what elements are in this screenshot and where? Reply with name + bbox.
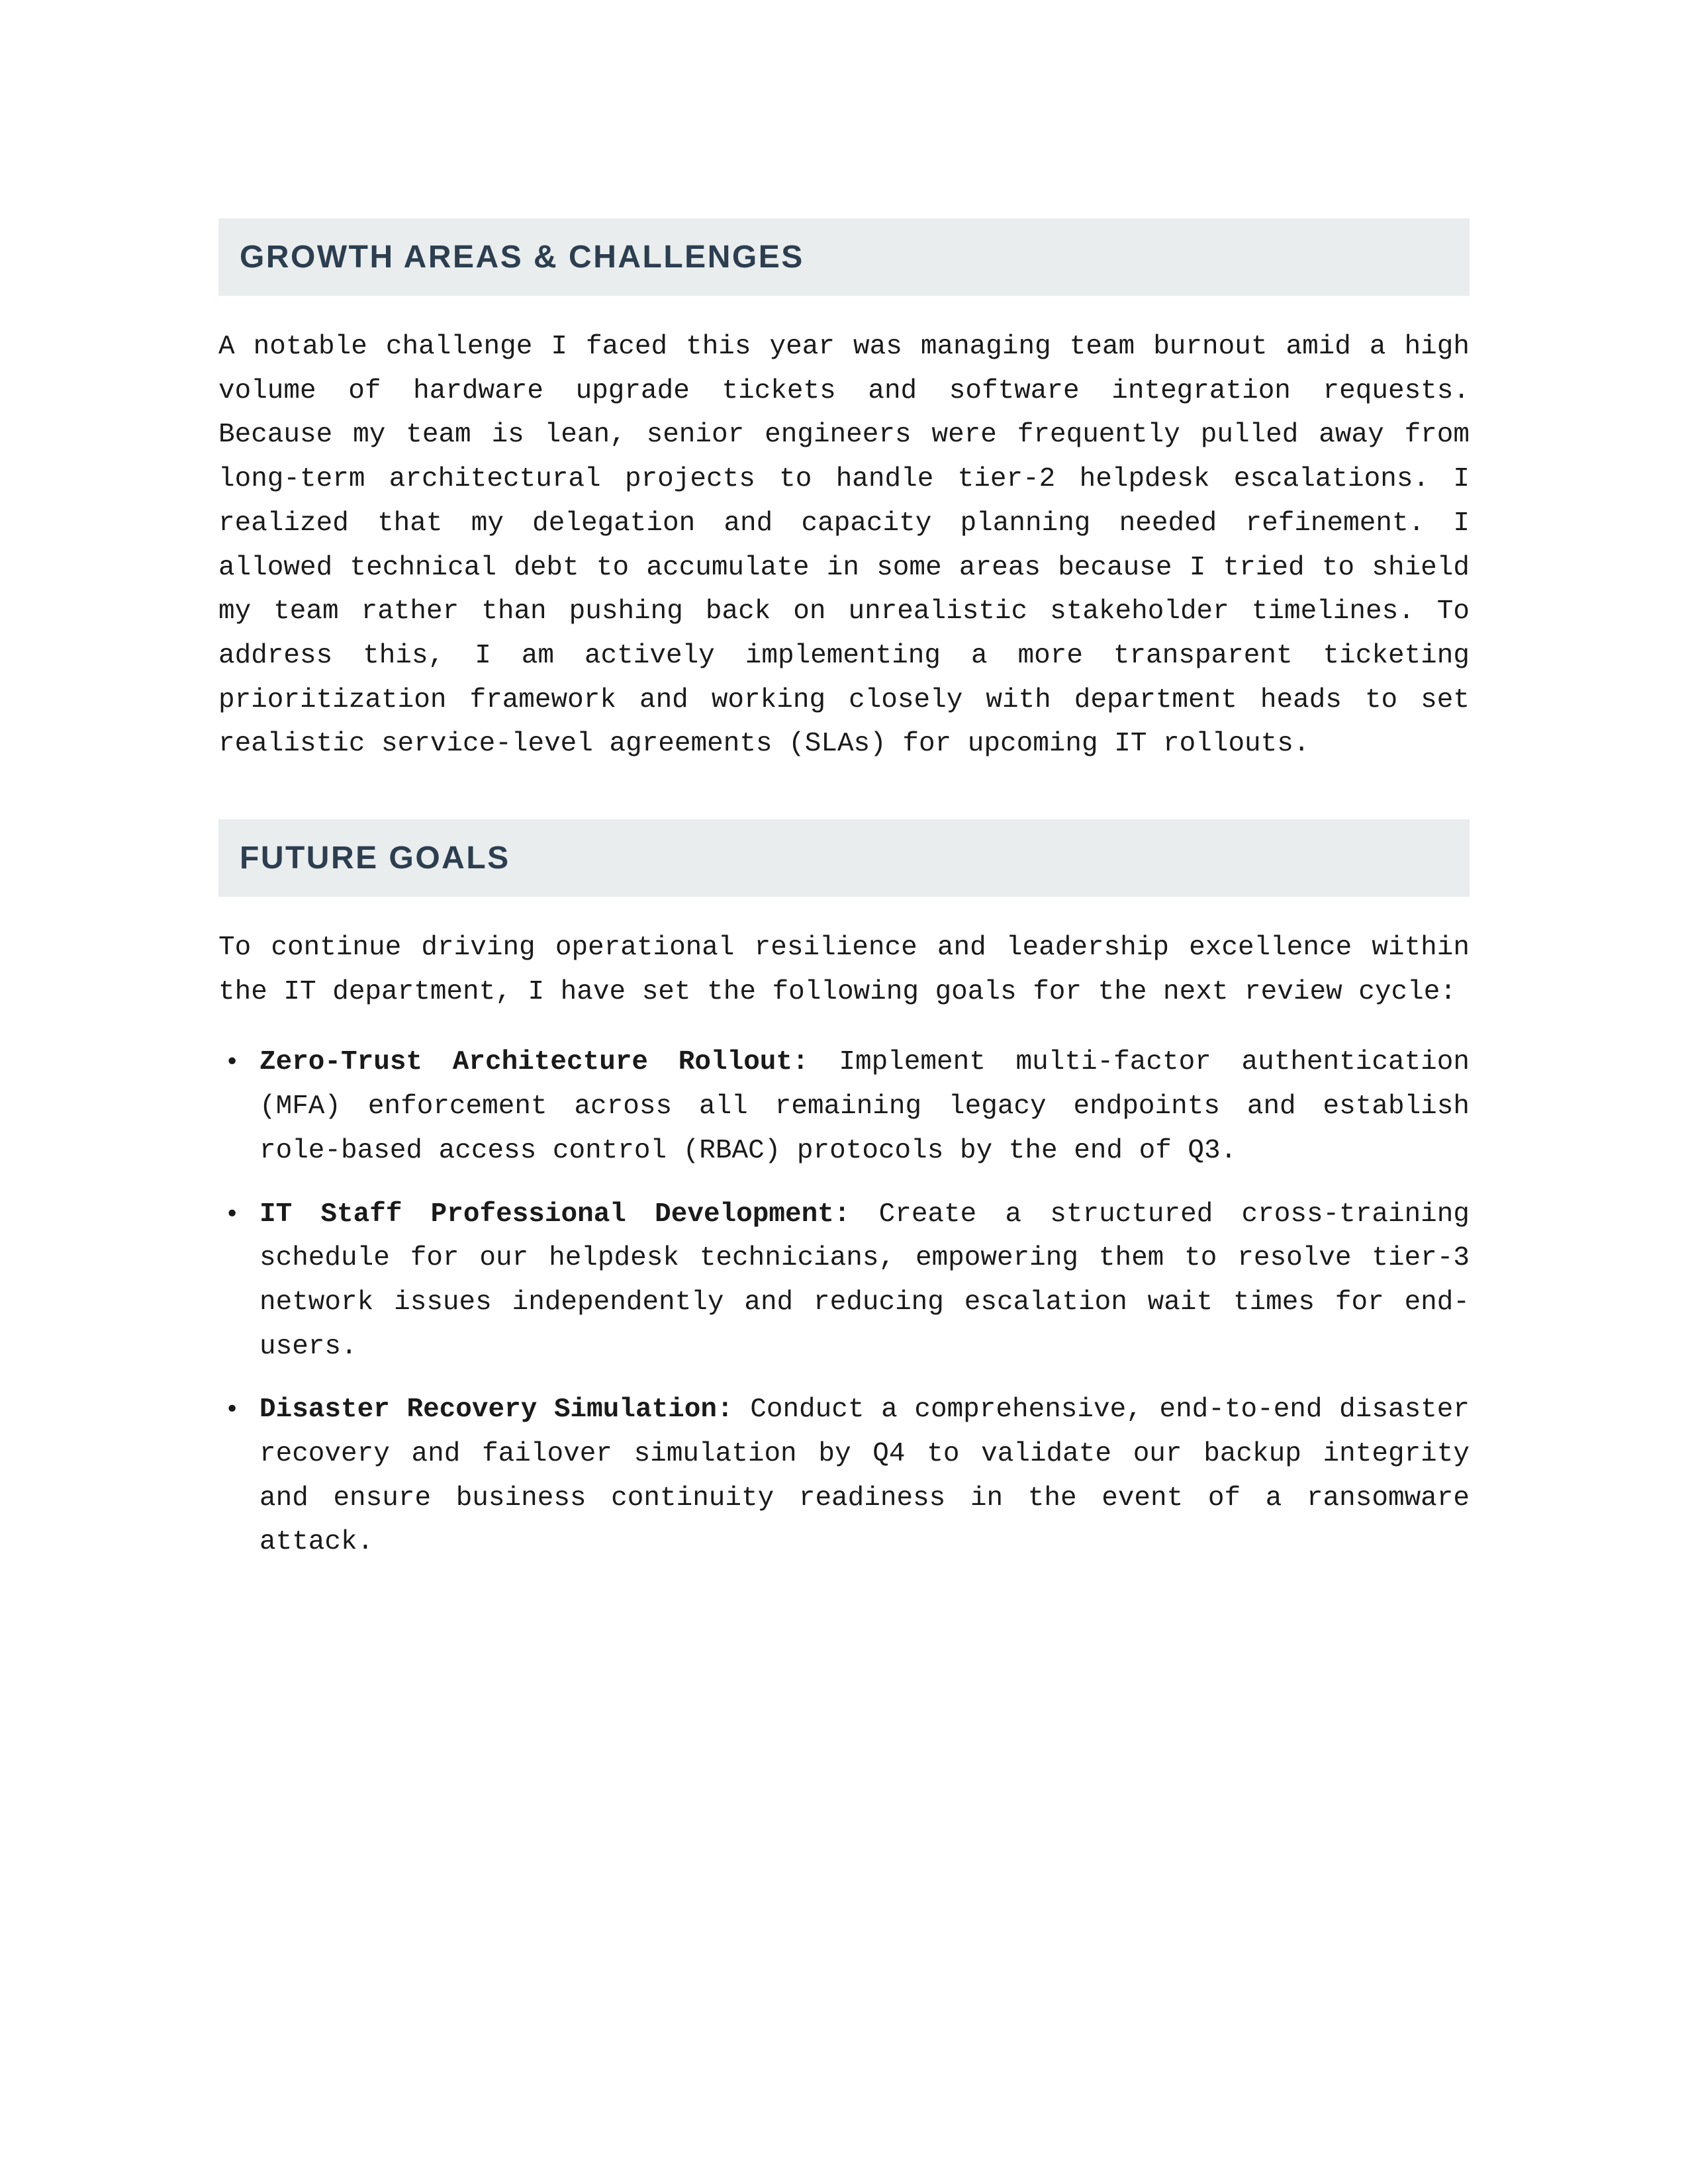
bullet-icon: • [225, 1396, 240, 1424]
future-goals-intro: To continue driving operational resilience and leadership excellence within the IT department, I have set the following goals for the next review cycle: [218, 933, 1470, 1007]
goal-description: Conduct a comprehensive, end-to-end disaster recovery and failover simulation by Q4 to validate our backup integrity and ensure business continuity readiness in the event of a ransomware attack. [259, 1394, 1470, 1558]
goal-description: Implement multi-factor authentication (MFA) enforcement across all remaining legacy endpoints and establish role-based access control (RBAC) protocols by the end of Q3. [259, 1047, 1470, 1166]
bullet-icon: • [225, 1048, 240, 1076]
bullet-icon: • [225, 1200, 240, 1228]
goal-title: Disaster Recovery Simulation: [259, 1394, 751, 1426]
growth-section-title: GROWTH AREAS & CHALLENGES [240, 240, 804, 275]
future-goals-header [218, 819, 1470, 897]
goal-description: Create a structured cross-training schedule for our helpdesk technicians, empowering them to resolve tier-3 network issues independently and reducing escalation wait times for end-users. [259, 1199, 1470, 1362]
list-item [218, 1193, 1470, 1369]
document-page [218, 218, 1470, 1584]
goals-list [218, 1040, 1470, 1565]
goal-title: Zero-Trust Architecture Rollout: [259, 1047, 839, 1078]
list-item [218, 1040, 1470, 1173]
growth-section-header [218, 218, 1470, 296]
growth-section-body: A notable challenge I faced this year was managing team burnout amid a high volume of hardware upgrade tickets and software integration requests. Because my team is lean, senior engineers were frequently pulled away from long-term architectural projects to handle tier-2 helpdesk escalations. I realized that my delegation and capacity planning needed refinement. I allowed technical debt to accumulate in some areas because I tried to shield my team rather than pushing back on unrealistic stakeholder timelines. To address this, I am actively implementing a more transparent ticketing prioritization framework and working closely with department heads to set realistic service-level agreements (SLAs) for upcoming IT rollouts. [218, 332, 1470, 760]
goal-title: IT Staff Professional Development: [259, 1199, 879, 1230]
section-spacer [218, 766, 1470, 819]
future-goals-title: FUTURE GOALS [240, 841, 510, 876]
list-item [218, 1388, 1470, 1565]
